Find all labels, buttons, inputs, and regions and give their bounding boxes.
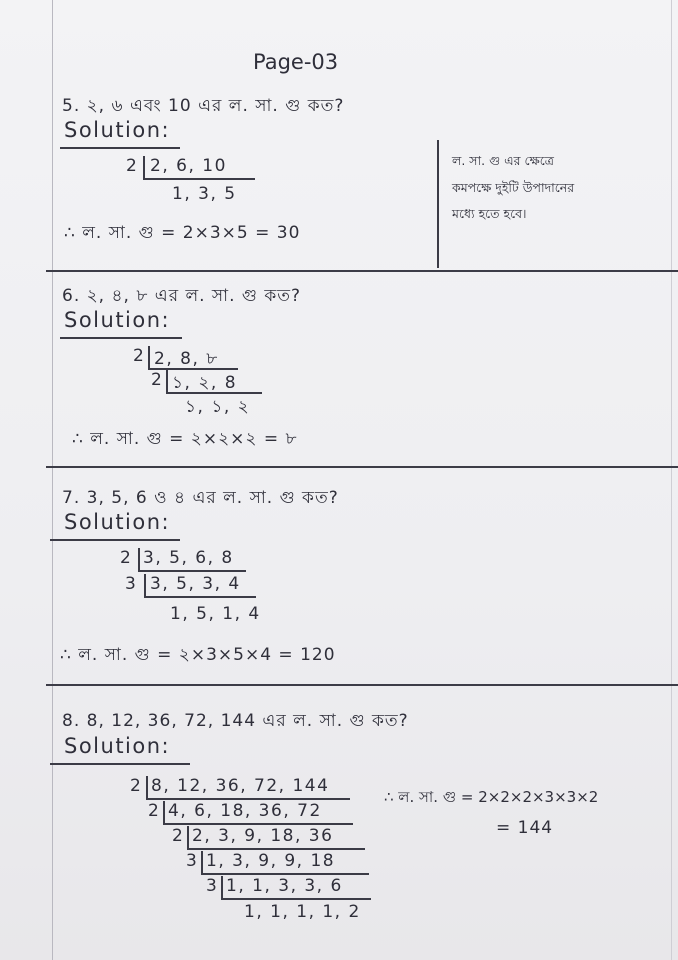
q5-row-2: 1, 3, 5 xyxy=(172,184,237,204)
q6-row-1: 2, 8, ৮ xyxy=(154,349,219,369)
q6-divisor-2: 2 xyxy=(151,370,164,390)
section-divider-3 xyxy=(46,684,678,686)
q7-division-underline-2 xyxy=(144,596,256,598)
q8-row-4: 1, 3, 9, 9, 18 xyxy=(206,851,336,871)
q8-division-underline-1 xyxy=(146,798,350,800)
q6-question: 6. ২, ৪, ৮ এর ল. সা. গু কত? xyxy=(62,286,302,306)
q8-divisor-1: 2 xyxy=(130,776,143,796)
q8-result-line-1: ∴ ল. সা. গু = 2×2×2×3×3×2 xyxy=(384,788,599,806)
margin-line xyxy=(52,0,53,960)
q7-division-underline-1 xyxy=(138,570,246,572)
q8-division-underline-2 xyxy=(163,823,353,825)
q6-solution-label: Solution: xyxy=(64,308,171,332)
q6-division-bar-1 xyxy=(148,346,150,368)
q5-result: ∴ ল. সা. গু = 2×3×5 = 30 xyxy=(64,223,301,243)
q5-solution-label: Solution: xyxy=(64,118,171,142)
q5-note-line-3: মধ্যে হতে হবে। xyxy=(452,206,527,221)
page-title: Page-03 xyxy=(253,50,339,74)
q7-question: 7. 3, 5, 6 ও ৪ এর ল. সা. গু কত? xyxy=(62,488,339,508)
q8-row-1: 8, 12, 36, 72, 144 xyxy=(151,776,330,796)
q8-row-6: 1, 1, 1, 1, 2 xyxy=(244,902,361,922)
q7-row-3: 1, 5, 1, 4 xyxy=(170,604,261,624)
q5-note-divider xyxy=(437,140,439,268)
q5-division-bar xyxy=(143,156,145,178)
q5-divisor-1: 2 xyxy=(126,156,139,176)
q6-row-3: ১, ১, ২ xyxy=(185,397,251,417)
q8-divisor-2: 2 xyxy=(148,801,161,821)
page-edge xyxy=(671,0,672,960)
q6-divisor-1: 2 xyxy=(133,346,146,366)
q5-question: 5. ২, ৬ এবং 10 এর ল. সা. গু কত? xyxy=(62,96,345,116)
q8-solution-underline xyxy=(50,763,190,765)
q8-division-underline-3 xyxy=(187,848,365,850)
section-divider-1 xyxy=(46,270,678,272)
q8-question: 8. 8, 12, 36, 72, 144 এর ল. সা. গু কত? xyxy=(62,711,409,731)
q8-result-line-2: = 144 xyxy=(496,818,554,838)
section-divider-2 xyxy=(46,466,678,468)
q7-divisor-2: 3 xyxy=(125,574,138,594)
q8-row-5: 1, 1, 3, 3, 6 xyxy=(226,876,343,896)
q8-row-3: 2, 3, 9, 18, 36 xyxy=(192,826,334,846)
q8-division-bar-2 xyxy=(163,801,165,823)
q7-division-bar-1 xyxy=(138,548,140,570)
q8-divisor-3: 2 xyxy=(172,826,185,846)
q7-row-2: 3, 5, 3, 4 xyxy=(150,574,241,594)
q8-division-bar-1 xyxy=(146,776,148,798)
q8-division-bar-3 xyxy=(187,826,189,848)
q5-division-underline xyxy=(143,178,255,180)
q6-row-2: ১, ২, 8 xyxy=(172,373,238,393)
q8-division-underline-4 xyxy=(201,873,369,875)
q7-result: ∴ ল. সা. গু = ২×3×5×4 = 120 xyxy=(60,645,336,665)
q8-division-bar-4 xyxy=(201,851,203,873)
q6-result: ∴ ল. সা. গু = ২×২×২ = ৮ xyxy=(72,429,298,449)
q7-division-bar-2 xyxy=(144,574,146,596)
q8-solution-label: Solution: xyxy=(64,734,171,758)
q6-division-bar-2 xyxy=(166,370,168,392)
q8-row-2: 4, 6, 18, 36, 72 xyxy=(168,801,322,821)
q8-divisor-5: 3 xyxy=(206,876,219,896)
q7-row-1: 3, 5, 6, 8 xyxy=(143,548,234,568)
q5-row-1: 2, 6, 10 xyxy=(150,156,227,176)
q8-division-underline-5 xyxy=(221,898,371,900)
q5-note-line-2: কমপক্ষে দুইটি উপাদানের xyxy=(452,180,575,195)
q5-solution-underline xyxy=(60,147,180,149)
q5-note-line-1: ল. সা. গু এর ক্ষেত্রে xyxy=(452,153,554,168)
q7-divisor-1: 2 xyxy=(120,548,133,568)
q8-division-bar-5 xyxy=(221,876,223,898)
q7-solution-label: Solution: xyxy=(64,510,171,534)
q8-divisor-4: 3 xyxy=(186,851,199,871)
q7-solution-underline xyxy=(50,539,180,541)
q6-solution-underline xyxy=(60,337,182,339)
